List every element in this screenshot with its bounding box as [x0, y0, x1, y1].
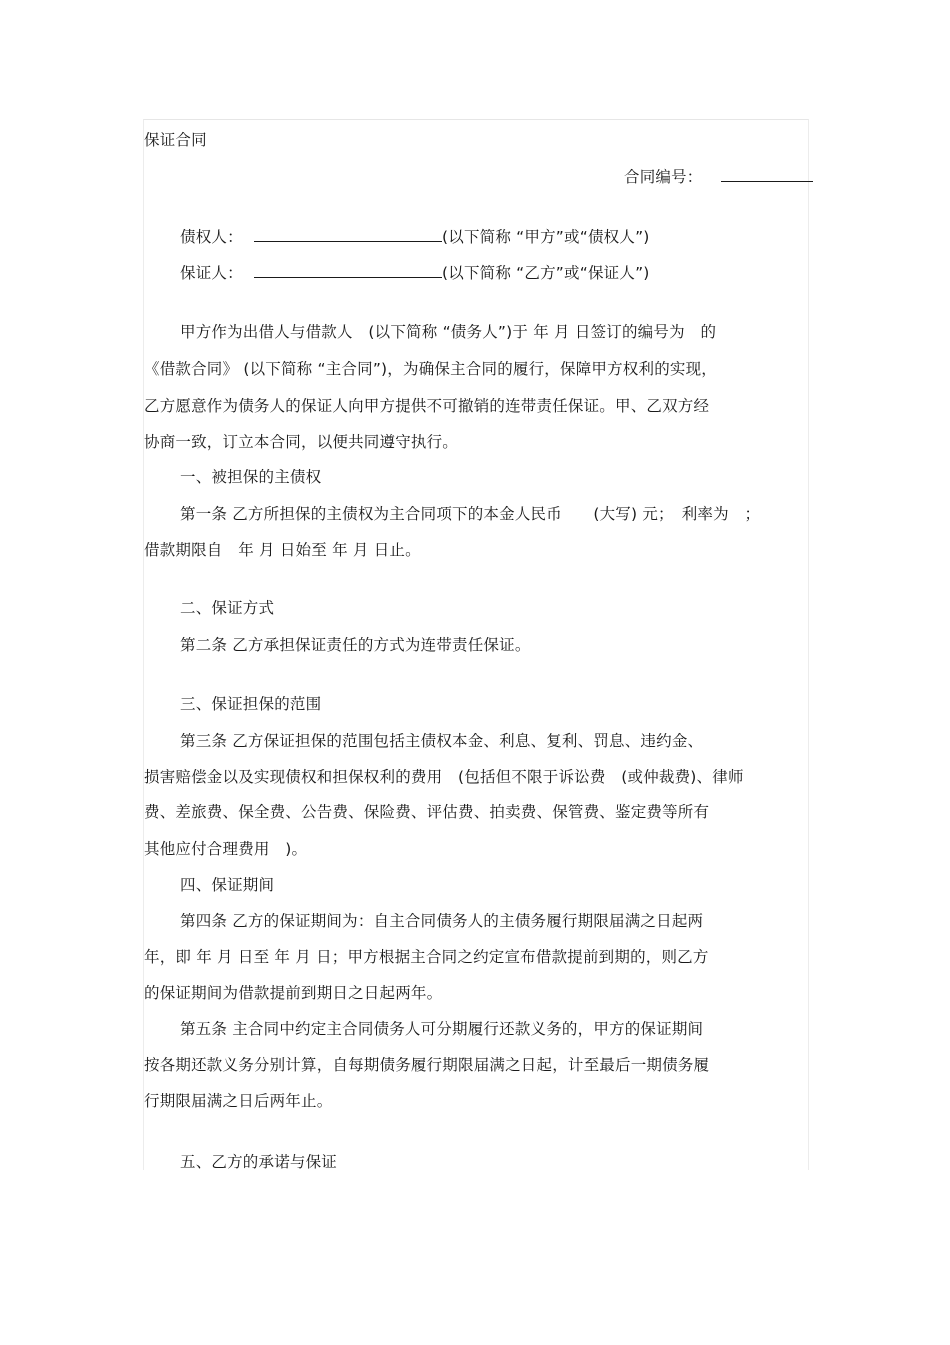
contract-number-blank: [721, 167, 813, 182]
creditor-label: 债权人：: [180, 228, 243, 246]
body-line: 第二条 乙方承担保证责任的方式为连带责任保证。: [180, 636, 531, 654]
body-line: 费、差旅费、保全费、公告费、保险费、评估费、拍卖费、保管费、鉴定费等所有: [144, 803, 710, 821]
section-heading: 四、保证期间: [180, 876, 275, 894]
body-line: 协商一致，订立本合同，以便共同遵守执行。: [144, 433, 459, 451]
body-line: 甲方作为出借人与借款人 (以下简称 “债务人”)于 年 月 日签订的编号为 的: [180, 323, 717, 341]
section-heading: 五、乙方的承诺与保证: [180, 1153, 338, 1171]
guarantor-blank: [254, 263, 442, 278]
creditor-suffix: (以下简称 “甲方”或“债权人”): [442, 228, 650, 246]
body-line: 第五条 主合同中约定主合同债务人可分期履行还款义务的，甲方的保证期间: [180, 1020, 704, 1038]
body-line: 的保证期间为借款提前到期日之日起两年。: [144, 984, 443, 1002]
section-heading: 三、保证担保的范围: [180, 695, 322, 713]
guarantor-line: [180, 263, 650, 283]
contract-number: [624, 167, 813, 187]
creditor-blank: [254, 227, 442, 242]
contract-number-label: 合同编号：: [624, 168, 703, 186]
body-line: 第四条 乙方的保证期间为：自主合同债务人的主债务履行期限届满之日起两: [180, 912, 704, 930]
body-line: 其他应付合理费用 )。: [144, 840, 308, 858]
guarantor-suffix: (以下简称 “乙方”或“保证人”): [442, 264, 650, 282]
creditor-line: [180, 227, 650, 247]
body-line: 借款期限自 年 月 日始至 年 月 日止。: [144, 541, 421, 559]
document-title: 保证合同: [144, 131, 207, 149]
section-heading: 一、被担保的主债权: [180, 468, 322, 486]
body-line: 年，即 年 月 日至 年 月 日；甲方根据主合同之约定宣布借款提前到期的，则乙方: [144, 948, 709, 966]
body-line: 《借款合同》 (以下简称 “主合同”)，为确保主合同的履行，保障甲方权利的实现，: [144, 360, 718, 378]
body-line: 第三条 乙方保证担保的范围包括主债权本金、利息、复利、罚息、违约金、: [180, 732, 704, 750]
guarantor-label: 保证人：: [180, 264, 243, 282]
body-line: 乙方愿意作为债务人的保证人向甲方提供不可撤销的连带责任保证。甲、乙双方经: [144, 397, 710, 415]
body-line: 行期限届满之日后两年止。: [144, 1092, 333, 1110]
section-heading: 二、保证方式: [180, 599, 275, 617]
body-line: 按各期还款义务分别计算，自每期债务履行期限届满之日起，计至最后一期债务履: [144, 1056, 710, 1074]
body-line: 第一条 乙方所担保的主债权为主合同项下的本金人民币 (大写) 元； 利率为 ；: [180, 505, 761, 523]
body-line: 损害赔偿金以及实现债权和担保权利的费用 (包括但不限于诉讼费 (或仲裁费)、律师: [144, 768, 744, 786]
